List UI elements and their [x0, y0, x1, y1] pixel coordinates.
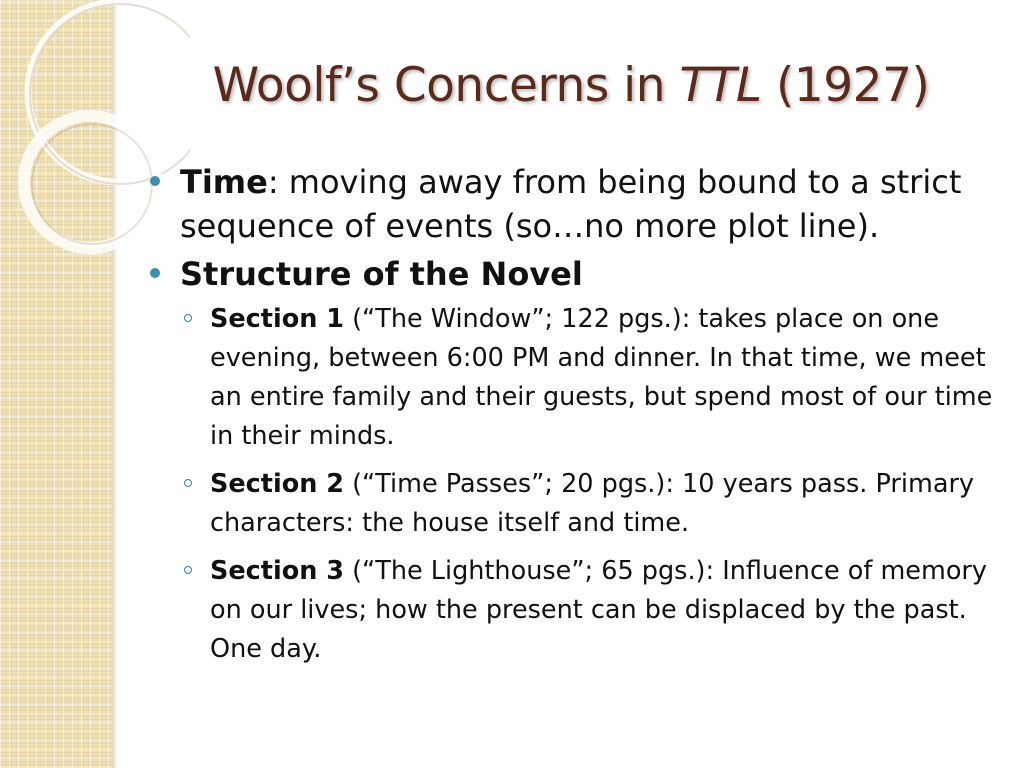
slide-title	[118, 58, 1024, 113]
bullet-structure-heading: Structure of the Novel	[180, 255, 583, 293]
bullet-time	[148, 160, 1008, 248]
structure-sublist	[180, 300, 1008, 669]
title-italic-ttl: TTL	[679, 58, 762, 113]
bullet-dot-icon	[150, 268, 160, 278]
section-1-label: Section 1	[210, 304, 344, 334]
sub-bullet-section-2	[180, 465, 1008, 543]
sub-bullet-section-3	[180, 552, 1008, 669]
section-3-text: (“The Lighthouse”; 65 pgs.): Influence of memory on our lives; how the present can be displaced by the past. One day.	[210, 556, 988, 664]
hollow-bullet-icon	[184, 314, 192, 322]
sub-bullet-section-1	[180, 300, 1008, 456]
hollow-bullet-icon	[184, 479, 192, 487]
bullet-time-text: : moving away from being bound to a strict sequence of events (so…no more plot line).	[180, 163, 962, 245]
section-1-text: (“The Window”; 122 pgs.): takes place on one evening, between 6:00 PM and dinner. In that time, we meet an entire family and their guests, but spend most of our time in their minds.	[210, 304, 993, 451]
section-3-label: Section 3	[210, 556, 344, 586]
bullet-dot-icon	[150, 176, 160, 186]
title-text-start: Woolf’s Concerns in	[212, 58, 680, 113]
slide-body	[148, 160, 1008, 678]
hollow-bullet-icon	[184, 566, 192, 574]
section-2-text: (“Time Passes”; 20 pgs.): 10 years pass. Primary characters: the house itself and time.	[210, 469, 975, 538]
bullet-time-heading: Time	[180, 163, 268, 201]
bullet-structure	[148, 252, 1008, 296]
section-2-label: Section 2	[210, 469, 344, 499]
title-text-end: (1927)	[761, 58, 930, 113]
